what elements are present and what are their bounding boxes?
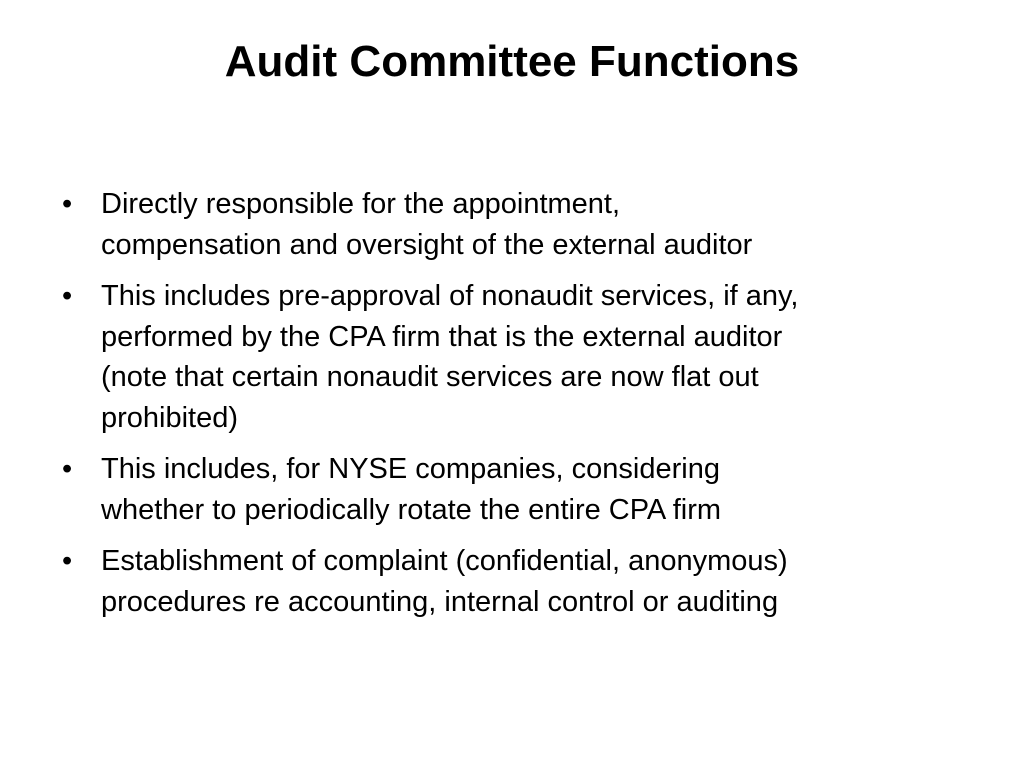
bullet-line: (note that certain nonaudit services are now flat out xyxy=(101,361,759,393)
bullet-line: performed by the CPA firm that is the external auditor xyxy=(101,320,783,353)
bullet-line: compensation and oversight of the external auditor xyxy=(101,228,753,261)
bullet-line: Establishment of complaint (confidential, anonymous) xyxy=(101,545,788,577)
bullet-line: prohibited) xyxy=(101,401,239,434)
bullet-dot-icon: • xyxy=(62,188,73,220)
bullet-line: whether to periodically rotate the entire CPA firm xyxy=(101,493,722,526)
bullet-line: procedures re accounting, internal control or auditing xyxy=(101,585,779,618)
bullet-dot-icon: • xyxy=(62,453,73,485)
slide-title: Audit Committee Functions xyxy=(224,37,800,86)
bullet-dot-icon: • xyxy=(62,545,73,577)
bullet-line: Directly responsible for the appointment, xyxy=(101,188,621,220)
bullet-item-appointment xyxy=(58,184,958,265)
bullet-line: This includes, for NYSE companies, considering xyxy=(101,453,720,485)
bullet-item-nyse-rotation xyxy=(58,449,958,530)
bullet-dot-icon: • xyxy=(62,280,73,312)
bullet-list xyxy=(58,184,958,633)
bullet-item-complaint-procedures xyxy=(58,541,958,622)
bullet-item-pre-approval xyxy=(58,276,958,438)
bullet-line: This includes pre-approval of nonaudit services, if any, xyxy=(101,280,799,312)
